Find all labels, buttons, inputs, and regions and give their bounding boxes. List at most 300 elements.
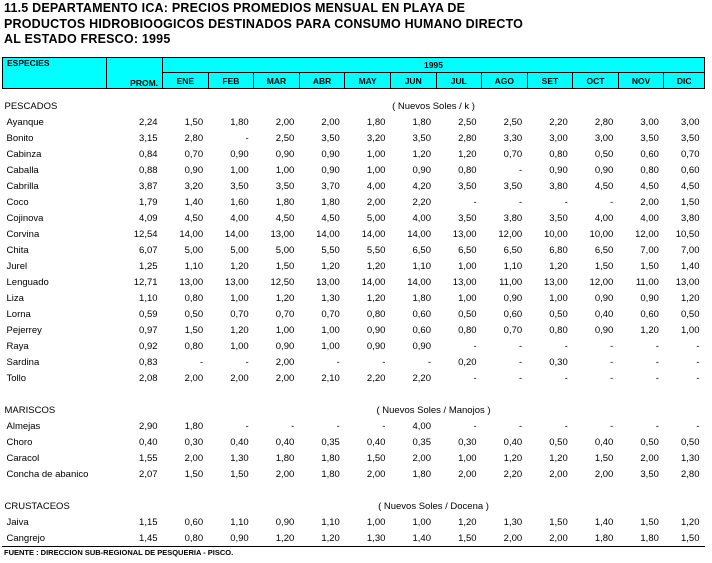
month-value: - [427,356,431,368]
prom-value: 0,88 [139,164,158,176]
month-value: 1,50 [275,260,295,272]
month-value: 11,00 [499,276,523,288]
month-value: 2,00 [184,372,204,384]
month-value: 1,50 [230,468,249,480]
month-value: 3,50 [458,212,477,224]
month-value: 0,70 [681,148,700,160]
prom-value: 1,25 [139,260,158,272]
header-month: MAY [345,73,391,89]
month-value: 0,90 [594,164,614,176]
month-value: 0,70 [503,324,523,336]
prom-value: 1,55 [139,452,158,464]
month-value: 1,50 [594,260,614,272]
month-value: - [518,420,523,432]
section-header-row [3,498,705,514]
month-value: 4,20 [412,180,431,192]
month-value: 1,10 [503,260,523,272]
species-name: Raya [6,340,29,352]
month-value: 1,20 [275,532,295,544]
month-value: 1,00 [230,340,249,352]
prom-value: 2,24 [139,116,158,128]
month-value: 1,50 [184,116,204,128]
month-value: 12,50 [270,276,295,288]
month-value: 3,20 [184,180,204,192]
prom-value: 0,92 [139,340,158,352]
month-value: 0,90 [594,292,614,304]
prom-value: 0,84 [139,148,158,160]
month-value: 3,50 [412,132,431,144]
month-value: 1,80 [321,452,340,464]
month-value: 2,50 [503,116,523,128]
month-value: 0,40 [594,436,614,448]
table-row [3,274,705,290]
month-value: 0,40 [503,436,523,448]
month-value: 1,80 [640,532,659,544]
header-prom: PROM. [107,58,163,89]
month-value: 0,70 [230,308,249,320]
month-value: - [473,420,477,432]
month-value: 0,90 [549,164,568,176]
month-value: 1,00 [458,260,477,272]
month-value: 5,50 [321,244,340,256]
species-name: Bonito [6,132,34,144]
month-value: - [199,356,204,368]
month-value: - [518,196,523,208]
month-value: 0,80 [549,148,568,160]
prom-value: 1,79 [139,196,158,208]
month-value: 0,90 [412,164,431,176]
month-value: - [655,372,659,384]
month-value: 1,10 [412,260,431,272]
month-value: 0,60 [640,308,659,320]
month-value: 4,00 [412,420,431,432]
month-value: 4,00 [230,212,249,224]
month-value: 14,00 [407,276,431,288]
prom-value: 2,08 [139,372,158,384]
month-value: 13,00 [452,276,477,288]
month-value: 0,60 [503,308,523,320]
species-name: Coco [6,196,29,208]
month-value: 1,00 [275,324,295,336]
spacer-row [3,89,705,99]
table-row [3,370,705,386]
month-value: 3,80 [549,180,568,192]
month-value: - [518,340,523,352]
prom-value: 0,97 [139,324,158,336]
month-value: 0,60 [640,148,659,160]
month-value: 1,00 [366,164,386,176]
month-value: 0,90 [366,324,386,336]
month-value: 3,20 [366,132,386,144]
month-value: 1,10 [184,260,204,272]
month-value: 5,00 [230,244,249,256]
table-row [3,290,705,306]
table-body [3,89,705,547]
month-value: 3,00 [681,116,700,128]
month-value: 2,80 [681,468,700,480]
month-value: 1,20 [681,516,700,528]
species-name: Jaiva [6,516,29,528]
month-value: 3,50 [503,180,523,192]
prom-value: 0,59 [139,308,158,320]
month-value: 3,50 [681,132,700,144]
header-month: OCT [573,73,619,89]
spacer-row [3,482,705,498]
prom-value: 1,45 [139,532,158,544]
month-value: 0,90 [230,148,249,160]
month-value: 0,90 [366,340,386,352]
section-header-row [3,402,705,418]
month-value: - [473,196,477,208]
month-value: 0,50 [681,308,700,320]
species-name: Tollo [6,372,27,384]
month-value: - [610,356,614,368]
table-row [3,354,705,370]
prom-value: 0,40 [139,436,158,448]
species-name: Jurel [6,260,28,272]
bottom-rule [2,546,705,547]
month-value: 2,80 [458,132,477,144]
species-name: Cojinova [6,212,44,224]
month-value: 0,80 [184,532,204,544]
month-value: 0,60 [412,324,431,336]
month-value: - [245,132,249,144]
month-value: 1,50 [640,516,659,528]
month-value: 1,30 [681,452,700,464]
month-value: 1,20 [458,148,477,160]
table-row [3,162,705,178]
month-value: 0,40 [366,436,386,448]
month-value: 1,50 [458,532,477,544]
species-name: Caracol [6,452,40,464]
month-value: 2,50 [458,116,477,128]
month-value: - [336,356,340,368]
month-value: - [291,420,295,432]
species-name: Lenguado [6,276,49,288]
table-row [3,130,705,146]
month-value: 0,80 [458,324,477,336]
header-month: ABR [299,73,345,89]
month-value: 1,20 [321,532,340,544]
table-row [3,226,705,242]
month-value: 1,80 [230,116,249,128]
month-value: 1,80 [412,292,431,304]
month-value: 2,00 [321,116,340,128]
month-value: 2,00 [275,116,295,128]
month-value: 10,00 [589,228,614,240]
species-name: Corvina [6,228,40,240]
price-table [2,57,705,546]
month-value: 0,90 [321,148,340,160]
month-value: 3,80 [681,212,700,224]
month-value: 6,50 [412,244,431,256]
month-value: 14,00 [316,228,340,240]
species-name: Lorna [6,308,31,320]
section-name: CRUSTACEOS [4,500,70,512]
month-value: 2,50 [275,132,295,144]
title-line-1: 11.5 DEPARTAMENTO ICA: PRECIOS PROMEDIOS MENSUAL EN PLAYA DE [4,1,466,15]
month-value: 12,00 [498,228,523,240]
table-row [3,210,705,226]
month-value: 0,40 [230,436,249,448]
month-value: 11,00 [635,276,659,288]
month-value: - [564,196,568,208]
month-value: 1,30 [366,532,386,544]
month-value: 0,70 [321,308,340,320]
month-value: 2,20 [549,116,568,128]
month-value: - [473,372,477,384]
header-month: NOV [618,73,664,89]
month-value: - [696,420,700,432]
month-value: 4,50 [275,212,295,224]
month-value: - [655,340,659,352]
month-value: 2,00 [230,372,249,384]
month-value: 0,50 [594,148,614,160]
month-value: 1,50 [184,324,204,336]
header-month: JUL [436,73,482,89]
month-value: 1,20 [681,292,700,304]
month-value: 1,20 [640,324,659,336]
species-name: Liza [6,292,24,304]
month-value: 13,00 [179,276,204,288]
month-value: 13,00 [316,276,340,288]
month-value: - [696,340,700,352]
month-value: 1,50 [366,452,386,464]
month-value: 3,50 [321,132,340,144]
table-row [3,114,705,130]
month-value: - [610,420,614,432]
species-name: Concha de abanico [6,468,89,480]
prom-value: 0,83 [139,356,158,368]
month-value: 2,10 [321,372,340,384]
month-value: 1,00 [458,292,477,304]
month-value: 1,40 [681,260,700,272]
document-title [4,1,523,48]
month-value: 0,35 [321,436,340,448]
table-row [3,418,705,434]
month-value: 0,40 [594,308,614,320]
section-unit: ( Nuevos Soles / Manojos ) [376,404,491,416]
month-value: 0,60 [184,516,204,528]
month-value: - [610,196,614,208]
month-value: 12,00 [635,228,659,240]
title-line-3: AL ESTADO FRESCO: 1995 [4,32,171,46]
month-value: - [696,372,700,384]
month-value: - [610,340,614,352]
month-value: 1,80 [275,452,295,464]
month-value: 0,90 [321,164,340,176]
month-value: 6,50 [503,244,523,256]
month-value: 0,90 [184,164,204,176]
prom-value: 4,09 [139,212,158,224]
month-value: 3,50 [230,180,249,192]
table-row [3,178,705,194]
month-value: - [473,340,477,352]
section-unit: ( Nuevos Soles / Docena ) [378,500,489,512]
month-value: 14,00 [361,228,386,240]
month-value: 0,90 [230,532,249,544]
species-name: Cabinza [6,148,42,160]
month-value: 0,50 [458,308,477,320]
prom-value: 6,07 [139,244,158,256]
month-value: 0,80 [184,340,204,352]
month-value: 10,50 [675,228,700,240]
month-value: 3,00 [640,116,659,128]
month-value: 0,80 [184,292,204,304]
month-value: 2,00 [412,452,431,464]
prom-value: 12,71 [133,276,158,288]
month-value: 0,60 [681,164,700,176]
month-value: 0,90 [275,516,295,528]
title-line-2: PRODUCTOS HIDROBIOOGICOS DESTINADOS PARA CONSUMO HUMANO DIRECTO [4,16,524,31]
month-value: 3,50 [640,132,659,144]
table-row [3,530,705,546]
header-month: AGO [482,73,528,89]
month-value: 5,50 [366,244,386,256]
species-name: Sardina [6,356,40,368]
month-value: 13,00 [543,276,568,288]
month-value: 0,30 [549,356,568,368]
table-row [3,450,705,466]
month-value: 1,00 [681,324,700,336]
month-value: 0,90 [503,292,523,304]
month-value: 1,00 [412,516,431,528]
month-value: 2,00 [366,468,386,480]
month-value: 0,90 [275,340,295,352]
species-name: Pejerrey [6,324,42,336]
header-year: 1995 [163,58,705,73]
month-value: 1,30 [321,292,340,304]
prom-value: 12,54 [133,228,158,240]
table-row [3,322,705,338]
species-name: Caballa [6,164,39,176]
table-row [3,514,705,530]
species-name: Cangrejo [6,532,46,544]
month-value: 4,50 [594,180,614,192]
month-value: - [382,420,386,432]
section-unit: ( Nuevos Soles / k ) [392,100,475,112]
month-value: 0,90 [640,292,659,304]
month-value: 1,50 [640,260,659,272]
month-value: 1,00 [275,164,295,176]
month-value: 3,00 [594,132,614,144]
month-value: 5,00 [184,244,204,256]
table-row [3,242,705,258]
month-value: 0,50 [549,436,568,448]
month-value: - [655,356,659,368]
prom-value: 2,07 [139,468,158,480]
species-name: Chita [6,244,29,256]
month-value: 0,70 [275,308,295,320]
month-value: 1,40 [594,516,614,528]
month-value: 4,50 [640,180,659,192]
month-value: - [696,356,700,368]
month-value: 4,00 [366,180,386,192]
month-value: 1,80 [366,116,386,128]
month-value: 1,80 [275,196,295,208]
header-month: ENE [163,73,209,89]
spacer-row [3,386,705,402]
month-value: 0,50 [640,436,659,448]
month-value: 1,80 [594,532,614,544]
month-value: 0,60 [412,308,431,320]
month-value: - [518,164,523,176]
month-value: - [564,340,568,352]
month-value: 5,00 [275,244,295,256]
month-value: 4,00 [412,212,431,224]
month-value: 2,00 [458,468,477,480]
month-value: 1,80 [184,420,204,432]
month-value: 3,50 [275,180,295,192]
month-value: 3,00 [549,132,568,144]
month-value: 5,00 [366,212,386,224]
month-value: - [245,356,249,368]
month-value: - [610,372,614,384]
month-value: 1,00 [549,292,568,304]
source-note: FUENTE : DIRECCION SUB-REGIONAL DE PESQUERIA - PISCO. [4,548,234,557]
month-value: 4,50 [681,180,700,192]
month-value: 1,20 [458,516,477,528]
month-value: 3,50 [640,468,659,480]
month-value: 7,00 [640,244,659,256]
month-value: 1,80 [321,196,340,208]
month-value: 0,80 [458,164,477,176]
month-value: - [564,420,568,432]
month-value: 4,50 [184,212,204,224]
prom-value: 1,10 [139,292,158,304]
month-value: 13,00 [270,228,295,240]
month-value: 1,00 [458,452,477,464]
month-value: 0,50 [681,436,700,448]
month-value: 1,00 [230,292,249,304]
month-value: 2,00 [503,532,523,544]
month-value: 1,20 [412,148,431,160]
month-value: - [655,420,659,432]
month-value: 3,70 [321,180,340,192]
month-value: 0,80 [640,164,659,176]
month-value: 0,50 [549,308,568,320]
month-value: 2,00 [594,468,614,480]
month-value: 2,00 [275,356,295,368]
table-row [3,146,705,162]
month-value: 1,20 [275,292,295,304]
month-value: 13,00 [452,228,477,240]
month-value: 2,00 [275,468,295,480]
month-value: 1,20 [503,452,523,464]
month-value: 1,80 [412,468,431,480]
month-value: 2,80 [594,116,614,128]
month-value: 6,50 [458,244,477,256]
month-value: 3,50 [458,180,477,192]
month-value: 2,00 [184,452,204,464]
month-value: 2,00 [366,196,386,208]
table-row [3,194,705,210]
month-value: 2,00 [640,196,659,208]
month-value: 1,20 [366,292,386,304]
month-value: 1,30 [230,452,249,464]
section-name: PESCADOS [4,100,58,112]
month-value: 2,20 [503,468,523,480]
month-value: 1,80 [412,116,431,128]
month-value: 13,00 [675,276,700,288]
month-value: 0,80 [549,324,568,336]
month-value: 2,20 [366,372,386,384]
species-name: Choro [6,436,33,448]
prom-value: 2,90 [139,420,158,432]
month-value: 1,50 [681,532,700,544]
table-row [3,306,705,322]
month-value: 1,00 [230,164,249,176]
